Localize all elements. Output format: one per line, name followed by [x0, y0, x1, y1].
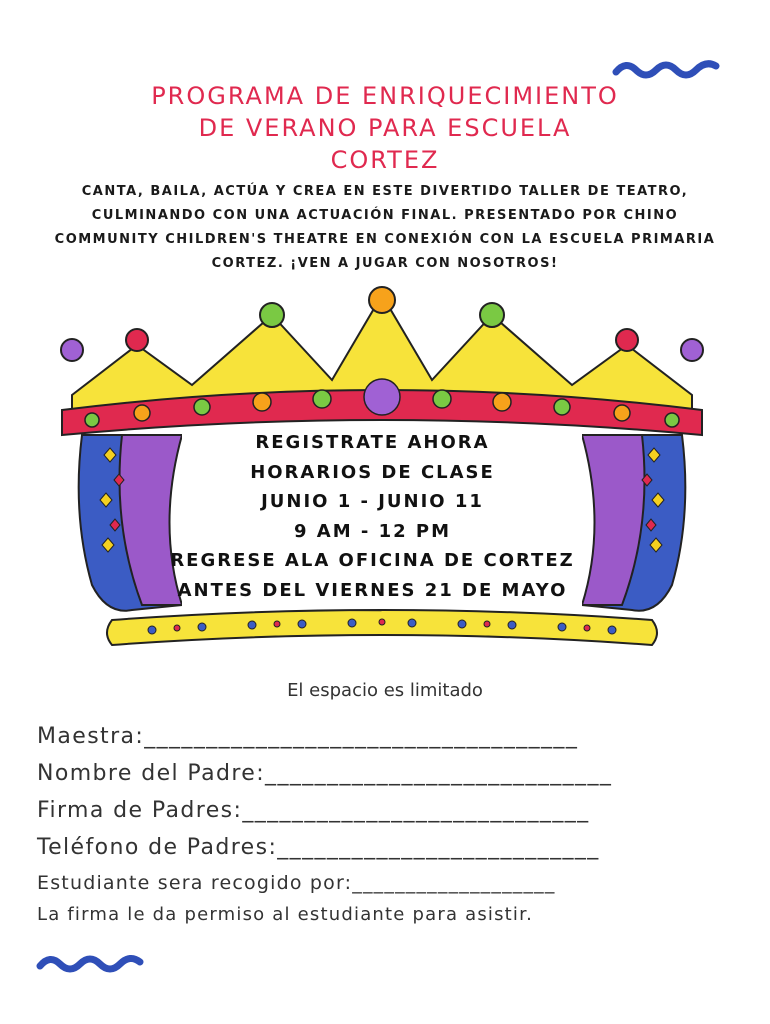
title-line-1: PROGRAMA DE ENRIQUECIMIENTO [151, 82, 619, 110]
class-dates: JUNIO 1 - JUNIO 11 [261, 491, 484, 512]
permission-note: La firma le da permiso al estudiante para asistir. [37, 904, 534, 925]
return-instructions: REGRESE ALA OFICINA DE CORTEZ [170, 550, 575, 571]
pickup-person-field[interactable]: Estudiante sera recogido por:___________________ [37, 872, 556, 894]
title-line-3: CORTEZ [330, 146, 440, 174]
intro-line-1: CANTA, BAILA, ACTÚA Y CREA EN ESTE DIVERTIDO TALLER DE TEATRO, [81, 184, 689, 199]
teacher-field[interactable]: Maestra:___________________________________ [37, 724, 579, 749]
registration-form [37, 724, 737, 925]
intro-paragraph [22, 180, 748, 276]
return-deadline: ANTES DEL VIERNES 21 DE MAYO [177, 579, 568, 601]
register-now-text: REGISTRATE AHORA [255, 432, 490, 453]
class-hours: 9 AM - 12 PM [293, 520, 452, 542]
parent-name-field[interactable]: Nombre del Padre:____________________________ [37, 761, 613, 786]
intro-line-2: CULMINANDO CON UNA ACTUACIÓN FINAL. PRESENTADO POR CHINO [91, 208, 679, 223]
top-wave-squiggle-icon [610, 56, 722, 80]
intro-line-4: CORTEZ. ¡VEN A JUGAR CON NOSOTROS! [211, 256, 559, 271]
flyer-title [40, 80, 730, 176]
registration-info [150, 428, 595, 605]
parent-signature-field[interactable]: Firma de Padres:____________________________ [37, 798, 590, 823]
bottom-wave-squiggle-icon [34, 950, 146, 974]
title-line-2: DE VERANO PARA ESCUELA [198, 114, 572, 142]
intro-line-3: COMMUNITY CHILDREN'S THEATRE EN CONEXIÓN CON LA ESCUELA PRIMARIA [54, 232, 716, 247]
parent-phone-field[interactable]: Teléfono de Padres:__________________________ [37, 835, 600, 860]
limited-space-note: El espacio es limitado [287, 680, 483, 701]
class-schedule-heading: HORARIOS DE CLASE [250, 461, 495, 483]
